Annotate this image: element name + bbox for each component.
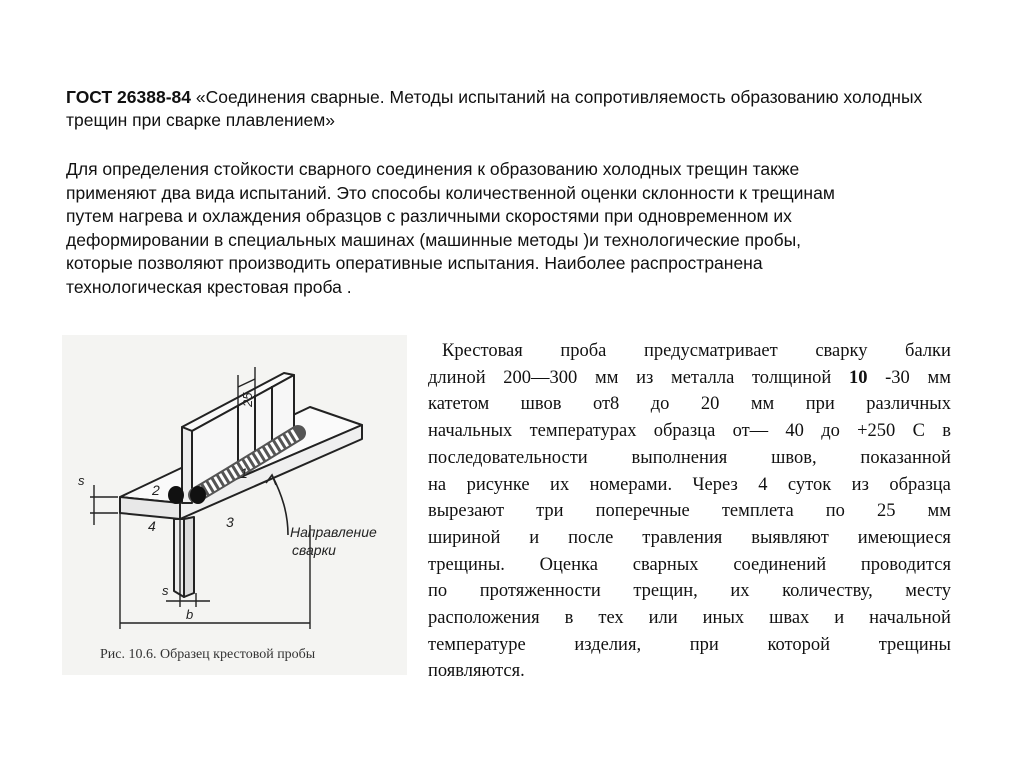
description-word: толщиной	[751, 367, 832, 388]
description-word: сварку	[815, 341, 868, 361]
description-word: поперечные	[595, 501, 690, 522]
intro-line: путем нагрева и охлаждения образцов с различными скоростями при одновременном их	[66, 206, 792, 226]
description-word: и	[529, 527, 540, 548]
description-word: сварных	[632, 554, 699, 575]
description-word: трещины	[878, 634, 951, 655]
description-word: С	[912, 421, 925, 442]
description-word: до	[650, 394, 670, 415]
description-word: расположения	[428, 608, 540, 629]
description-word: изделия,	[574, 634, 642, 655]
description-word: мм	[594, 367, 619, 388]
description-word: имеющиеся	[857, 527, 951, 548]
standard-number: ГОСТ 26388-84	[66, 87, 192, 107]
description-word: трещин,	[633, 581, 698, 602]
weld-number-2: 2	[152, 482, 160, 498]
cross-specimen-drawing	[62, 335, 407, 635]
description-word: предусматривает	[643, 341, 778, 361]
description-word: образца	[889, 474, 951, 495]
description-line	[428, 658, 951, 685]
description-word: образца	[653, 421, 716, 442]
description-word: количеству,	[782, 581, 873, 602]
description-word: мм	[927, 367, 951, 388]
description-word: мм	[927, 501, 951, 522]
description-line	[428, 605, 951, 632]
description-word: выявляют	[751, 527, 829, 548]
description-word: суток	[787, 474, 832, 495]
description-line	[428, 445, 951, 472]
welding-direction-label-line2: сварки	[292, 542, 336, 558]
intro-line: которые позволяют производить оперативные испытания. Наиболее распространена	[66, 253, 763, 273]
weld-number-4: 4	[148, 518, 156, 534]
description-word: при	[689, 634, 719, 655]
description-word: номерами.	[589, 474, 673, 495]
description-word: 20	[700, 394, 720, 415]
description-word: температуре	[428, 634, 526, 655]
description-word: Крестовая	[442, 341, 523, 361]
dim-b-label: b	[186, 607, 194, 622]
intro-line: деформировании в специальных машинах (машинные методы )и технологические пробы,	[66, 229, 802, 250]
description-word: температурах	[529, 421, 637, 442]
description-word: 40	[785, 421, 804, 442]
description-word: соединений	[733, 554, 827, 575]
description-word: тех	[598, 608, 624, 629]
description-word: месту	[905, 581, 951, 602]
description-word: катетом	[428, 394, 490, 415]
description-word: по	[428, 581, 448, 602]
description-word: 4	[758, 474, 768, 495]
description-line	[428, 391, 951, 418]
description-line	[428, 472, 951, 499]
description-word: 200—300	[503, 367, 578, 388]
description-line	[428, 578, 951, 605]
description-word: их	[550, 474, 570, 495]
dim-25-label: 25	[240, 392, 255, 407]
description-word: +250	[857, 421, 896, 442]
description-word: темплета	[721, 501, 794, 522]
description-word: или	[648, 608, 678, 629]
description-word: и	[834, 608, 845, 629]
figure-caption: Рис. 10.6. Образец крестовой пробы	[100, 647, 316, 662]
welding-direction-label-line1: Направление	[290, 524, 377, 540]
description-word: Через	[692, 474, 738, 495]
description-word: от8	[592, 394, 620, 415]
description-word: 25	[876, 501, 896, 522]
description-line	[428, 552, 951, 579]
description-word: протяженности	[479, 581, 601, 602]
description-line	[428, 498, 951, 525]
standard-name: «Соединения сварные. Методы испытаний на сопротивляемость образованию холодных трещин при сварке плавлением»	[66, 87, 923, 130]
description-word: их	[730, 581, 750, 602]
cross-specimen-figure	[62, 335, 407, 675]
dim-s-left-label: s	[78, 473, 85, 488]
description-word: появляются.	[428, 661, 525, 682]
intro-line: технологическая крестовая проба .	[66, 276, 352, 297]
description-word: три	[536, 501, 564, 522]
description-word: иных	[702, 608, 745, 629]
description-word: из	[636, 367, 654, 388]
description-word: до	[821, 421, 840, 442]
weld-number-1: 1	[240, 465, 248, 481]
description-word: проводится	[860, 554, 951, 575]
intro-paragraph	[66, 158, 966, 299]
description-word: при	[805, 394, 835, 415]
description-word: -30	[885, 367, 910, 388]
description-word: проба	[560, 341, 607, 361]
description-word: начальных	[428, 421, 513, 442]
description-word: швов,	[771, 447, 817, 468]
intro-line: применяют два вида испытаний. Это способы количественной оценки склонности к трещинам	[66, 182, 835, 203]
description-word: показанной	[860, 447, 951, 468]
description-word: в	[564, 608, 574, 629]
weld-number-3: 3	[226, 514, 234, 530]
description-word: на	[428, 474, 447, 495]
description-word: Оценка	[539, 554, 598, 575]
description-line	[428, 338, 951, 365]
description-line	[428, 632, 951, 659]
description-word: травления	[642, 527, 723, 548]
description-word: 10	[848, 367, 868, 388]
dim-s-bottom-label: s	[162, 583, 169, 598]
description-line	[428, 418, 951, 445]
description-line	[428, 365, 951, 392]
description-word: от—	[732, 421, 769, 442]
description-word: рисунке	[466, 474, 530, 495]
description-word: из	[851, 474, 869, 495]
description-word: балки	[905, 341, 951, 361]
intro-line: Для определения стойкости сварного соединения к образованию холодных трещин также	[66, 159, 800, 179]
slide-title	[66, 86, 966, 132]
description-paragraph	[428, 338, 951, 685]
description-word: которой	[767, 634, 831, 655]
description-word: вырезают	[428, 501, 505, 522]
description-word: шириной	[428, 527, 501, 548]
description-word: мм	[750, 394, 775, 415]
description-word: после	[568, 527, 614, 548]
description-word: различных	[866, 394, 951, 415]
description-word: по	[825, 501, 845, 522]
description-word: выполнения	[631, 447, 728, 468]
description-word: в	[942, 421, 951, 442]
description-word: металла	[671, 367, 735, 388]
description-line	[428, 525, 951, 552]
description-word: начальной	[869, 608, 951, 629]
description-word: последовательности	[428, 447, 588, 468]
description-word: швах	[769, 608, 810, 629]
description-word: длиной	[428, 367, 486, 388]
description-word: трещины.	[428, 554, 505, 575]
description-word: швов	[520, 394, 562, 415]
